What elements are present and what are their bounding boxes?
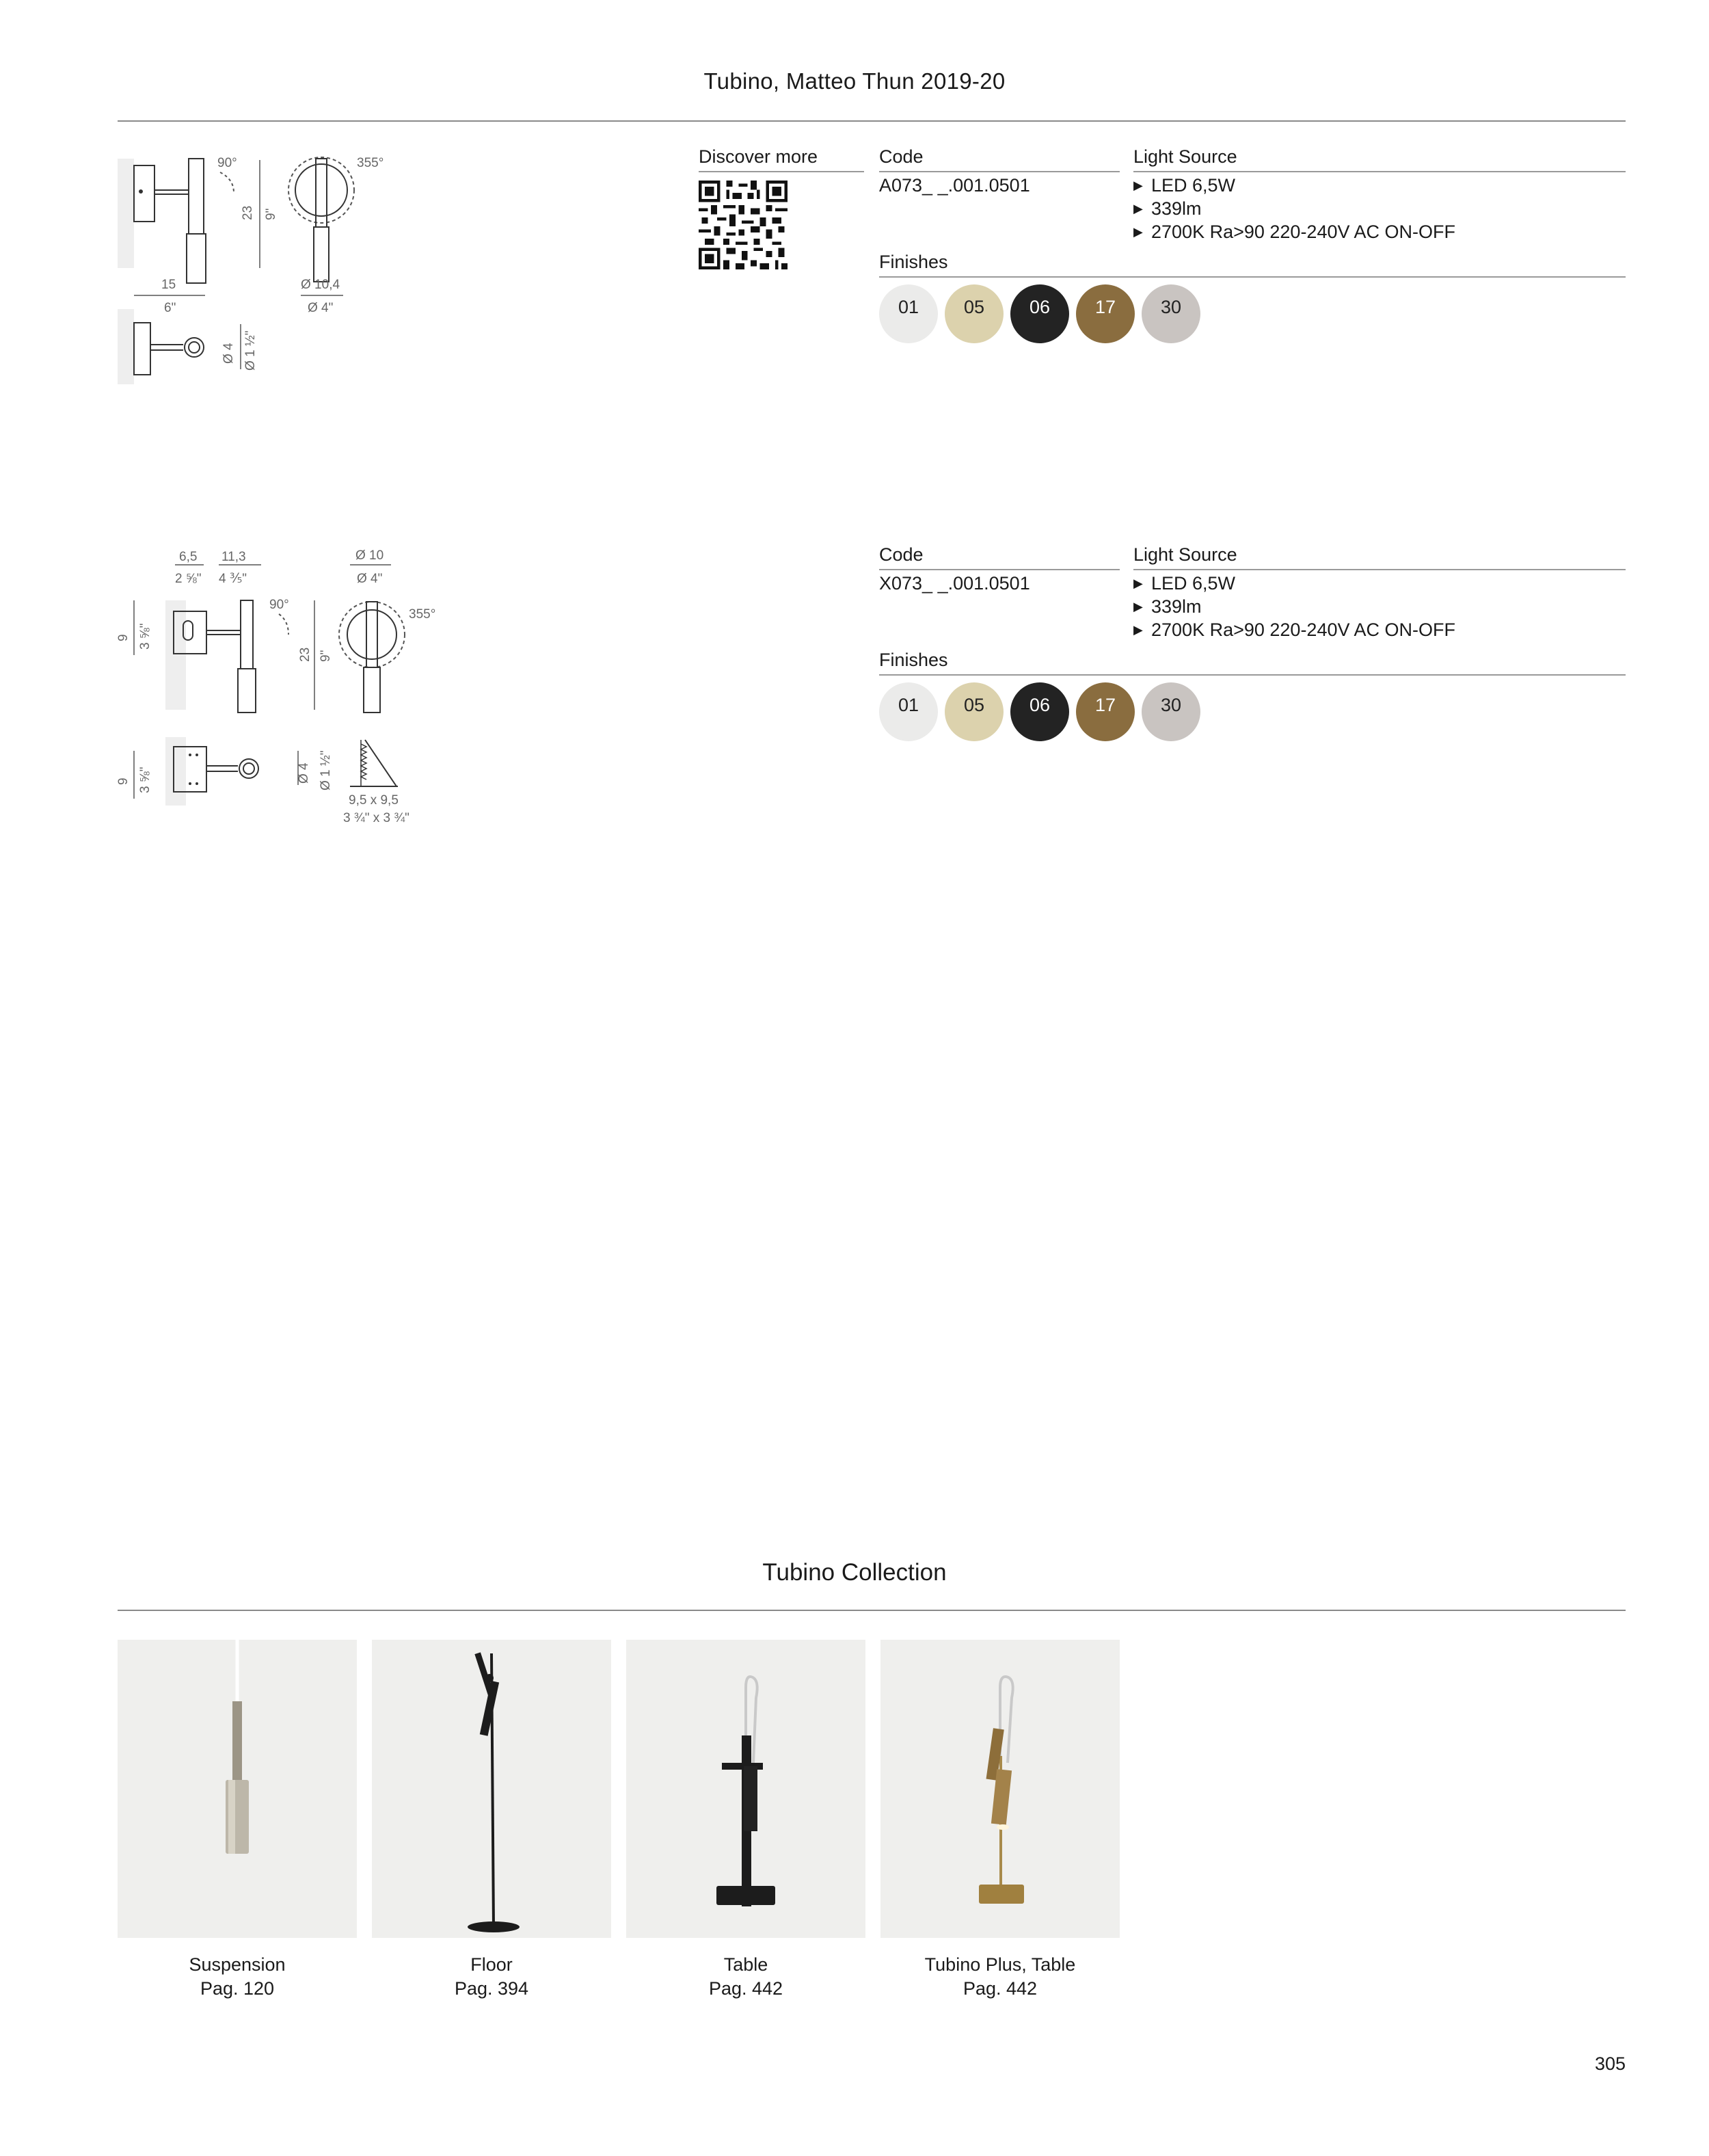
finish-swatch[interactable]: 05 xyxy=(945,682,1004,741)
code-header: Code xyxy=(879,146,924,167)
svg-text:23: 23 xyxy=(241,205,255,220)
bullet-triangle-icon: ▶ xyxy=(1133,178,1143,192)
finishes-divider xyxy=(879,276,1626,278)
collection-item-suspension[interactable] xyxy=(118,1640,357,2001)
collection-item-table[interactable] xyxy=(626,1640,865,2001)
page-number: 305 xyxy=(1594,2053,1626,2074)
light-source-item: ▶ 339lm xyxy=(1133,596,1202,617)
product-page-ref: Pag. 442 xyxy=(708,1978,783,1999)
svg-text:6,5: 6,5 xyxy=(179,550,198,564)
product-image-tubino-plus-table[interactable] xyxy=(880,1640,1120,1938)
finishes-header: Finishes xyxy=(879,252,948,272)
light-source-item: ▶ 2700K Ra>90 220-240V AC ON-OFF xyxy=(1133,222,1455,242)
finish-swatch[interactable]: 05 xyxy=(945,284,1004,343)
svg-text:15: 15 xyxy=(161,278,176,292)
svg-text:9: 9 xyxy=(116,777,131,785)
page-title: Tubino, Matteo Thun 2019-20 xyxy=(703,68,1006,94)
product-name: Floor xyxy=(470,1954,513,1975)
light-source-item: ▶ 339lm xyxy=(1133,198,1202,219)
product-image-table[interactable] xyxy=(626,1640,865,1938)
finish-swatches xyxy=(879,284,1200,343)
bullet-triangle-icon: ▶ xyxy=(1133,623,1143,637)
product-page-ref: Pag. 394 xyxy=(454,1978,529,1999)
svg-text:Ø 4": Ø 4" xyxy=(308,301,334,315)
svg-text:3 ⅝": 3 ⅝" xyxy=(138,767,152,793)
finish-swatch[interactable]: 30 xyxy=(1142,284,1200,343)
product-name: Table xyxy=(723,1954,768,1975)
svg-text:Ø 10: Ø 10 xyxy=(355,548,384,563)
svg-text:3 ⅝": 3 ⅝" xyxy=(138,623,152,650)
light-source-header: Light Source xyxy=(1133,544,1237,565)
svg-text:4 ⅗": 4 ⅗" xyxy=(219,572,247,586)
finish-swatches xyxy=(879,682,1200,741)
svg-text:23: 23 xyxy=(298,647,312,662)
light-source-list xyxy=(1133,572,1455,641)
discover-divider xyxy=(699,171,864,172)
svg-text:355°: 355° xyxy=(409,607,436,622)
svg-text:2 ⅝": 2 ⅝" xyxy=(175,572,202,586)
qr-code-icon[interactable] xyxy=(699,181,788,269)
product-image-floor[interactable] xyxy=(372,1640,611,1938)
svg-text:90°: 90° xyxy=(269,598,289,612)
finish-swatch[interactable]: 06 xyxy=(1010,682,1069,741)
product-code: X073_ _.001.0501 xyxy=(879,573,1030,594)
svg-text:Ø 4": Ø 4" xyxy=(357,572,383,586)
angle-tilt-label: 90° xyxy=(217,156,237,170)
light-source-list xyxy=(1133,174,1455,243)
svg-text:9": 9" xyxy=(319,650,333,662)
svg-text:Ø 1 ½": Ø 1 ½" xyxy=(243,330,258,371)
technical-drawing-wall-lamp xyxy=(118,152,446,391)
light-source-header: Light Source xyxy=(1133,146,1237,167)
product-name: Suspension xyxy=(189,1954,286,1975)
header-divider xyxy=(118,120,1626,122)
finish-swatch[interactable]: 17 xyxy=(1076,682,1135,741)
code-divider xyxy=(879,569,1120,570)
light-source-item: ▶ LED 6,5W xyxy=(1133,175,1236,196)
finishes-header: Finishes xyxy=(879,650,948,670)
product-name: Tubino Plus, Table xyxy=(924,1954,1076,1975)
collection-item-tubino-plus-table[interactable] xyxy=(880,1640,1120,2001)
light-source-item: ▶ 2700K Ra>90 220-240V AC ON-OFF xyxy=(1133,620,1455,640)
bullet-triangle-icon: ▶ xyxy=(1133,225,1143,239)
light-source-item: ▶ LED 6,5W xyxy=(1133,573,1236,594)
svg-text:3 ¾" x 3 ¾": 3 ¾" x 3 ¾" xyxy=(343,811,409,825)
collection-title: Tubino Collection xyxy=(762,1559,947,1586)
code-divider xyxy=(879,171,1120,172)
collection-divider xyxy=(118,1610,1626,1611)
finishes-divider xyxy=(879,674,1626,676)
bullet-triangle-icon: ▶ xyxy=(1133,600,1143,613)
light-source-divider xyxy=(1133,171,1626,172)
product-page-ref: Pag. 120 xyxy=(200,1978,275,1999)
light-source-divider xyxy=(1133,569,1626,570)
collection-grid xyxy=(118,1640,1120,2001)
product-image-suspension[interactable] xyxy=(118,1640,357,1938)
svg-text:9,5 x 9,5: 9,5 x 9,5 xyxy=(349,793,399,808)
bullet-triangle-icon: ▶ xyxy=(1133,576,1143,590)
finish-swatch[interactable]: 01 xyxy=(879,682,938,741)
product-code: A073_ _.001.0501 xyxy=(879,175,1030,196)
product-page-ref: Pag. 442 xyxy=(963,1978,1038,1999)
svg-text:Ø 10,4: Ø 10,4 xyxy=(301,278,340,292)
code-header: Code xyxy=(879,544,924,565)
svg-text:Ø 1 ½": Ø 1 ½" xyxy=(319,750,333,790)
technical-drawing-reading-lamp xyxy=(118,546,473,833)
finish-swatch[interactable]: 06 xyxy=(1010,284,1069,343)
collection-item-floor[interactable] xyxy=(372,1640,611,2001)
svg-text:9: 9 xyxy=(116,634,131,641)
bullet-triangle-icon: ▶ xyxy=(1133,202,1143,215)
svg-text:Ø 4: Ø 4 xyxy=(221,343,236,364)
finish-swatch[interactable]: 30 xyxy=(1142,682,1200,741)
svg-text:11,3: 11,3 xyxy=(221,550,246,564)
svg-text:9": 9" xyxy=(264,208,278,220)
svg-text:6": 6" xyxy=(164,301,176,315)
finish-swatch[interactable]: 01 xyxy=(879,284,938,343)
discover-more-label: Discover more xyxy=(699,146,818,167)
svg-text:Ø 4: Ø 4 xyxy=(297,762,311,784)
svg-text:355°: 355° xyxy=(357,156,384,170)
finish-swatch[interactable]: 17 xyxy=(1076,284,1135,343)
